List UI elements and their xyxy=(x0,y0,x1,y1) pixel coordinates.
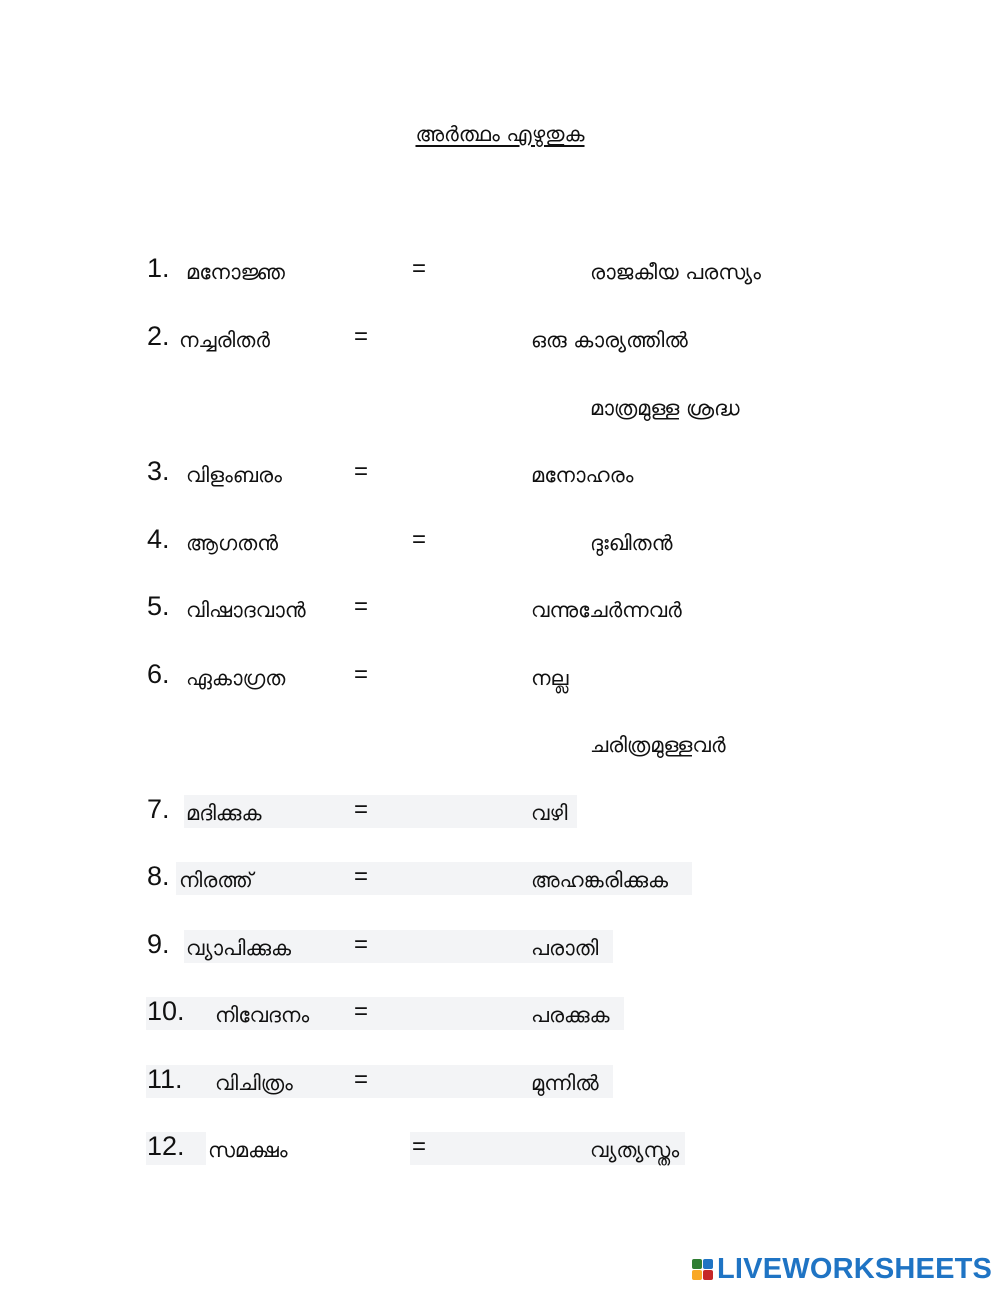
logo-tile-yellow xyxy=(692,1270,702,1280)
list-item xyxy=(0,320,1000,360)
item-meaning: മുന്നിൽ xyxy=(531,1071,599,1095)
list-item xyxy=(0,995,1000,1035)
list-item xyxy=(0,455,1000,495)
item-word: നിരത്ത് xyxy=(179,868,253,892)
item-word: വിചിത്രം xyxy=(215,1071,293,1095)
equals-sign: = xyxy=(354,323,369,350)
item-meaning: പരക്കുക xyxy=(531,1003,610,1027)
item-number: 9. xyxy=(147,929,170,959)
item-word: ഏകാഗ്രത xyxy=(186,666,286,690)
equals-sign: = xyxy=(354,863,369,890)
item-number: 8. xyxy=(147,861,170,891)
item-meaning: അഹങ്കരിക്കുക xyxy=(531,868,669,892)
item-number: 3. xyxy=(147,456,170,486)
worksheet-title: അർത്ഥം എഴുതുക xyxy=(415,122,585,146)
equals-sign: = xyxy=(412,1133,427,1160)
item-meaning-continuation: മാത്രമുള്ള ശ്രദ്ധ xyxy=(590,396,740,420)
list-item xyxy=(0,1063,1000,1103)
list-item xyxy=(0,252,1000,292)
list-item xyxy=(0,590,1000,630)
equals-sign: = xyxy=(354,1066,369,1093)
item-meaning: വ്യത്യസ്തം xyxy=(590,1138,680,1162)
item-meaning: മനോഹരം xyxy=(531,463,634,487)
liveworksheets-logo xyxy=(692,1254,992,1284)
item-word: സമക്ഷം xyxy=(208,1138,288,1162)
logo-tile-red xyxy=(703,1270,713,1280)
item-word: നിവേദനം xyxy=(215,1003,310,1027)
equals-sign: = xyxy=(354,593,369,620)
logo-tile-blue xyxy=(703,1259,713,1269)
item-number: 7. xyxy=(147,794,170,824)
equals-sign: = xyxy=(412,526,427,553)
item-word: വിഷാദവാൻ xyxy=(186,598,306,622)
item-number: 5. xyxy=(147,591,170,621)
liveworksheets-logo-icon xyxy=(692,1259,713,1280)
equals-sign: = xyxy=(354,998,369,1025)
item-word: ആഗതൻ xyxy=(186,531,278,555)
list-item xyxy=(0,523,1000,563)
equals-sign: = xyxy=(354,796,369,823)
item-meaning: നല്ല xyxy=(531,666,569,690)
item-meaning: വഴി xyxy=(531,801,568,825)
list-item xyxy=(0,725,1000,765)
item-word: വ്യാപിക്കുക xyxy=(186,936,292,960)
item-number: 6. xyxy=(147,659,170,689)
equals-sign: = xyxy=(354,931,369,958)
item-word: മനോജ്ഞ xyxy=(186,260,285,284)
item-number: 4. xyxy=(147,524,170,554)
logo-tile-green xyxy=(692,1259,702,1269)
list-item xyxy=(0,658,1000,698)
equals-sign: = xyxy=(354,661,369,688)
list-item xyxy=(0,860,1000,900)
list-item xyxy=(0,793,1000,833)
list-item xyxy=(0,928,1000,968)
equals-sign: = xyxy=(354,458,369,485)
logo-text: LIVEWORKSHEETS xyxy=(717,1252,993,1285)
item-number: 11. xyxy=(147,1064,183,1094)
item-meaning-continuation: ചരിത്രമുള്ളവർ xyxy=(590,733,726,757)
item-word: വിളംബരം xyxy=(186,463,282,487)
list-item xyxy=(0,388,1000,428)
item-meaning: ഒരു കാര്യത്തിൽ xyxy=(531,328,688,352)
item-word: നച്ചരിതർ xyxy=(179,328,270,352)
item-meaning: പരാതി xyxy=(531,936,599,960)
item-number: 12. xyxy=(147,1131,185,1161)
item-word: മദിക്കുക xyxy=(186,801,262,825)
item-meaning: വന്നുചേർന്നവർ xyxy=(531,598,682,622)
item-meaning: ദുഃഖിതൻ xyxy=(590,531,673,555)
item-meaning: രാജകീയ പരസ്യം xyxy=(590,260,761,284)
equals-sign: = xyxy=(412,255,427,282)
item-number: 2. xyxy=(147,321,170,351)
item-number: 1. xyxy=(147,253,170,283)
list-item xyxy=(0,1130,1000,1170)
item-number: 10. xyxy=(147,996,185,1026)
